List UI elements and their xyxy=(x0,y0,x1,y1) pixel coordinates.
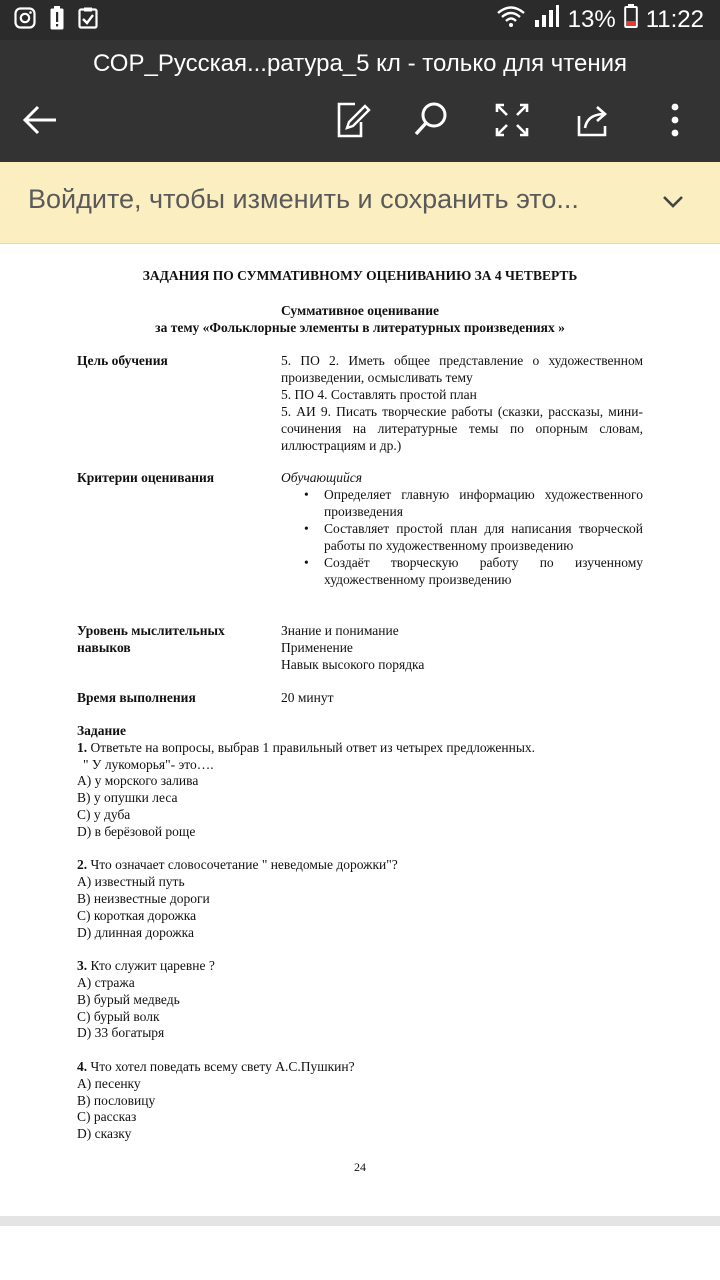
share-icon[interactable] xyxy=(573,98,613,142)
answer-option: С) у дуба xyxy=(77,806,131,822)
question-1 xyxy=(77,740,657,757)
subheading-line-1: Суммативное оценивание xyxy=(281,303,439,318)
answer-option: D) 33 богатыря xyxy=(77,1025,165,1041)
question-text: Ответьте на вопросы, выбрав 1 правильный ответ из четырех предложенных. xyxy=(90,739,536,755)
banner-text: Войдите, чтобы изменить и сохранить это... xyxy=(28,184,579,214)
time-label: Время выполнения xyxy=(77,690,196,705)
goal-item: 5. АИ 9. Писать творческие работы (сказки, рассказы, мини-сочинения на литературные темы по опорным словам, иллюстрациям и др.) xyxy=(281,404,643,453)
answer-option: D) в берёзовой роще xyxy=(77,823,196,839)
skills-label: Уровень мыслительных навыков xyxy=(77,623,225,655)
goal-item: 5. ПО 4. Составлять простой план xyxy=(281,387,477,402)
task-label: Задание xyxy=(77,723,127,738)
answer-option: А) у морского залива xyxy=(77,773,199,789)
skill-item: Навык высокого порядка xyxy=(281,657,425,672)
document-title: СОР_Русская...ратура_5 кл - только для чтения xyxy=(93,50,627,77)
criteria-intro: Обучающийся xyxy=(281,470,363,485)
question-number: 4. xyxy=(77,1058,88,1074)
answer-option: А) песенку xyxy=(77,1075,141,1091)
answer-option: В) бурый медведь xyxy=(77,991,180,1007)
question-number: 1. xyxy=(77,739,88,755)
battery-alert-icon xyxy=(50,6,64,30)
question-4 xyxy=(77,1059,657,1076)
more-options-icon[interactable] xyxy=(655,98,695,142)
answer-option: С) рассказ xyxy=(77,1109,137,1125)
page-separator xyxy=(0,1216,720,1226)
answer-option: В) неизвестные дороги xyxy=(77,890,210,906)
subheading-line-2: за тему «Фольклорные элементы в литературных произведениях » xyxy=(155,320,565,335)
question-text: Что означает словосочетание " неведомые дорожки"? xyxy=(90,857,398,873)
criteria-label: Критерии оценивания xyxy=(77,470,215,485)
question-2 xyxy=(77,857,657,874)
goal-label: Цель обучения xyxy=(77,353,168,368)
sign-in-banner[interactable] xyxy=(0,162,720,244)
skill-item: Знание и понимание xyxy=(281,623,399,638)
battery-percent: 13% xyxy=(567,5,616,33)
criteria-item: • Создаёт творческую работу по изученному художественному произведению xyxy=(281,554,643,588)
signal-icon xyxy=(534,4,560,35)
search-icon[interactable] xyxy=(411,98,451,142)
question-number: 2. xyxy=(77,857,88,873)
chevron-down-icon[interactable] xyxy=(660,192,686,212)
status-bar xyxy=(0,0,720,40)
question-3 xyxy=(77,958,657,975)
question-prompt: " У лукоморья"- это…. xyxy=(83,756,214,772)
task-block xyxy=(77,723,657,1143)
question-text: Что хотел поведать всему свету А.С.Пушкин? xyxy=(90,1058,355,1074)
criteria-item: • Составляет простой план для написания творческой работы по художественному произведению xyxy=(281,520,643,554)
answer-option: D) длинная дорожка xyxy=(77,924,194,940)
question-text: Кто служит царевне ? xyxy=(90,958,215,974)
document-page xyxy=(0,250,720,1214)
edit-document-icon[interactable] xyxy=(333,98,373,142)
answer-option: С) бурый волк xyxy=(77,1008,160,1024)
goal-item: 5. ПО 2. Иметь общее представление о художественном произведении, осмысливать тему xyxy=(281,353,643,385)
clock: 11:22 xyxy=(645,5,704,33)
answer-option: В) пословицу xyxy=(77,1092,156,1108)
answer-option: D) сказку xyxy=(77,1126,132,1142)
goal-value xyxy=(281,352,643,454)
answer-option: В) у опушки леса xyxy=(77,790,178,806)
document-heading: ЗАДАНИЯ ПО СУММАТИВНОМУ ОЦЕНИВАНИЮ ЗА 4 ЧЕТВЕРТЬ xyxy=(142,268,578,283)
app-bar xyxy=(0,40,720,162)
question-number: 3. xyxy=(77,958,88,974)
answer-option: С) короткая дорожка xyxy=(77,907,197,923)
document-subheading xyxy=(0,302,720,336)
instagram-icon xyxy=(14,7,36,29)
time-value: 20 минут xyxy=(281,690,334,705)
skills-value xyxy=(281,622,643,673)
battery-icon xyxy=(624,4,638,35)
task-check-icon xyxy=(78,7,98,29)
criteria-list xyxy=(281,486,643,588)
answer-option: А) стража xyxy=(77,974,135,990)
criteria-item: • Определяет главную информацию художественного произведения xyxy=(281,486,643,520)
page-number: 24 xyxy=(354,1160,366,1174)
answer-option: А) известный путь xyxy=(77,874,185,890)
wifi-icon xyxy=(496,4,526,35)
skill-item: Применение xyxy=(281,640,353,655)
back-button[interactable] xyxy=(20,100,64,140)
fullscreen-icon[interactable] xyxy=(492,98,532,142)
criteria-value xyxy=(281,469,643,588)
